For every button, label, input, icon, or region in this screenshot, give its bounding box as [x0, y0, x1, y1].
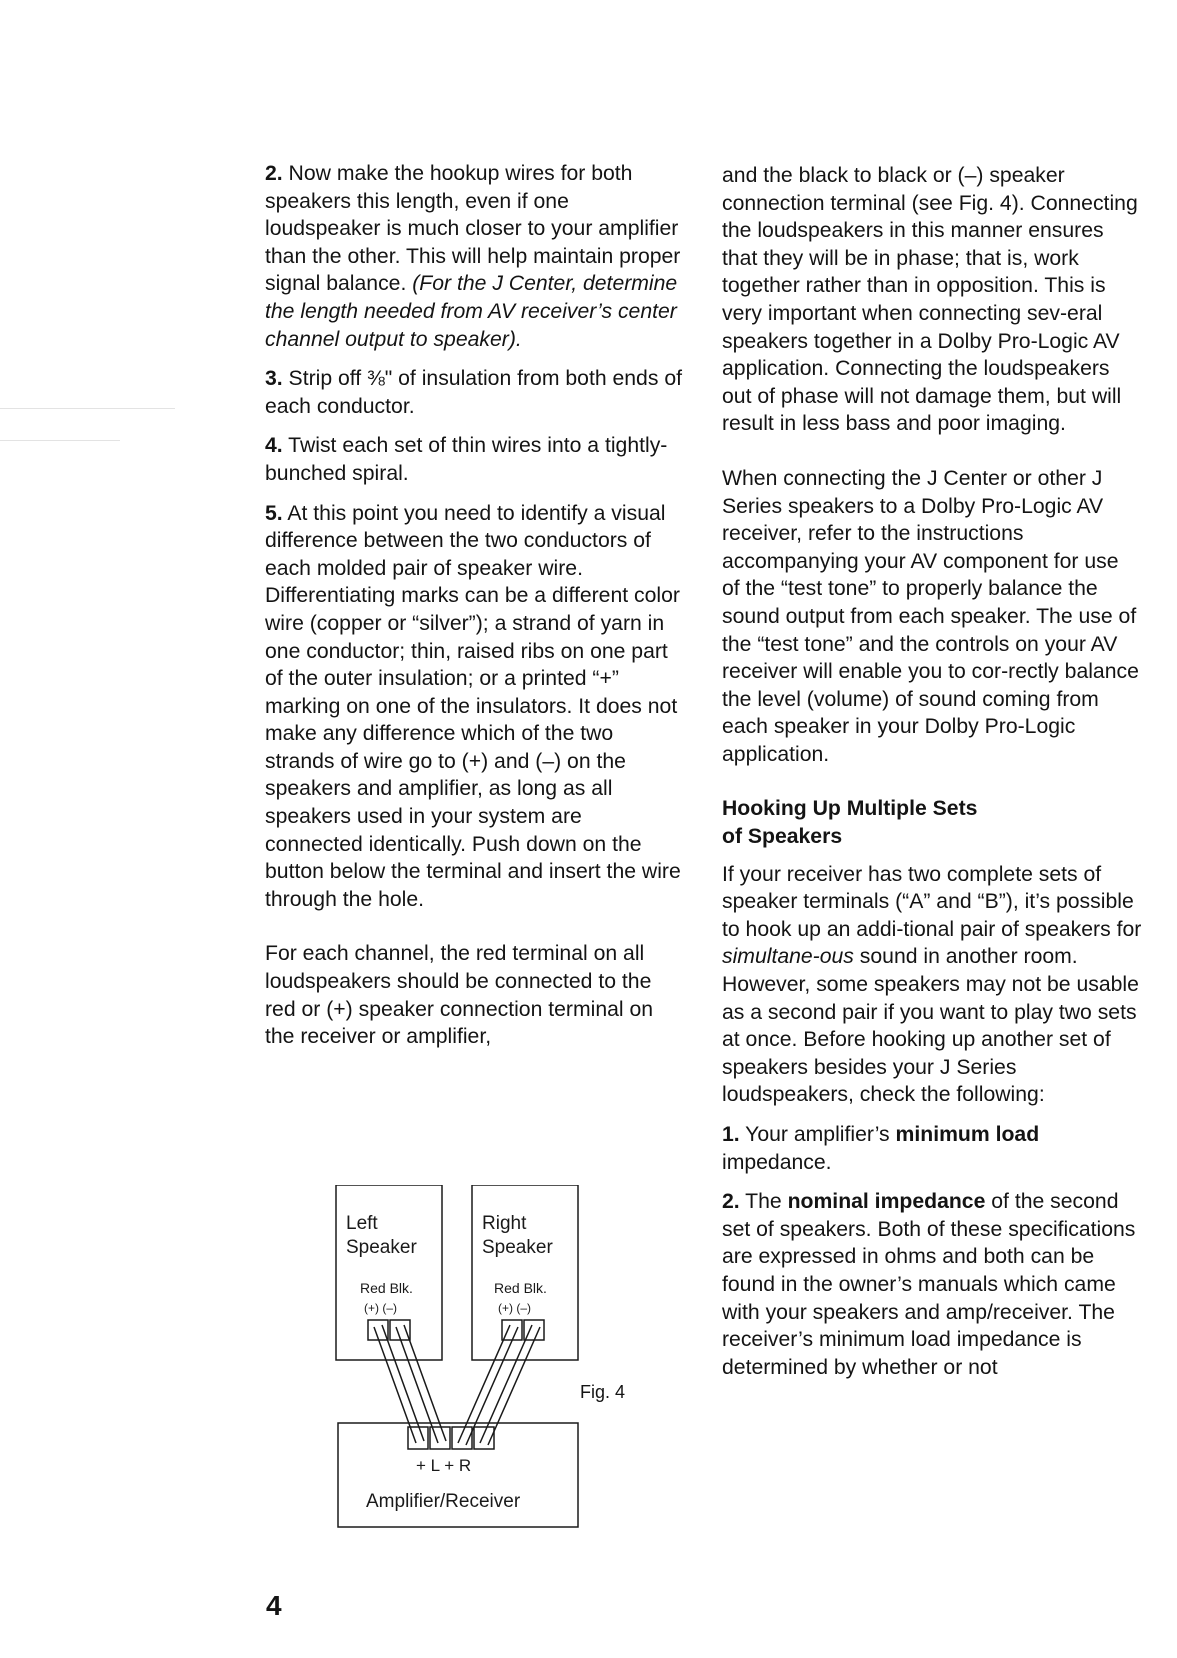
step-4 [265, 432, 685, 487]
step-2 [265, 160, 685, 353]
step-5 [265, 500, 685, 914]
right-speaker-label: Right [482, 1213, 527, 1234]
step-note: (For the J Center, determine the length needed from AV receiver’s center channel output to speaker). [265, 272, 678, 351]
step-number: 4. [265, 434, 283, 458]
check-item-2 [722, 1188, 1142, 1381]
terminal-color-label: Red Blk. [494, 1280, 547, 1296]
check-item-1 [722, 1121, 1142, 1176]
wiring-diagram [330, 1185, 620, 1535]
text: impedance. [722, 1150, 832, 1174]
terminal-polarity-label: (+) (–) [498, 1301, 531, 1315]
step-text: Strip off ⅜" of insulation from both ends of each conductor. [265, 367, 682, 418]
bold-term: nominal impedance [787, 1190, 986, 1214]
scan-speck [0, 440, 120, 441]
text: of the second set of speakers. Both of these specifications are expressed in ohms and both can be found in the owner’s manuals which came with your speakers and amp/receiver. The receiver’s minimum load impedance is determined by whether or not [722, 1190, 1136, 1379]
channel-paragraph: For each channel, the red terminal on all loudspeakers should be connected to the red or (+) speaker connection terminal on the receiver or amplifier, [265, 942, 654, 1049]
step-number: 5. [265, 501, 283, 525]
terminal-color-label: Red Blk. [360, 1280, 413, 1296]
emphasis: simultane-ous [722, 945, 854, 969]
item-number: 2. [722, 1190, 740, 1214]
heading-line: Hooking Up Multiple Sets [722, 797, 978, 821]
scan-speck [0, 408, 175, 409]
left-speaker-label: Speaker [346, 1237, 417, 1258]
step-number: 3. [265, 367, 283, 391]
bold-term: minimum load [895, 1123, 1040, 1146]
text: Your amplifier’s [739, 1123, 896, 1146]
step-text: At this point you need to identify a visual difference between the two conductors of each molded pair of speaker wire. Differentiating marks can be a different color wire (copper or “silver”); a strand of yarn in one conductor; thin, raised ribs on one part of the outer insulation; or a printed “+” marking on one of the insulators. It does not make any difference which of the two strands of wire go to (+) and (–) on the speakers and amplifier, as long as all speakers used in your system are connected identically. Push down on the button below the terminal and insert the wire through the hole. [265, 501, 681, 911]
right-speaker-box [472, 1185, 578, 1360]
phase-paragraph: and the black to black or (–) speaker connection terminal (see Fig. 4). Connecting the loudspeakers in this manner ensures that they will be in phase; that is, work together rather than in opposition. This is very important when connecting sev-eral speakers together in a Dolby Pro-Logic AV application. Connecting the loudspeakers out of phase will not damage them, but will result in less bass and poor imaging. [722, 164, 1138, 436]
section-heading [722, 795, 1142, 850]
amp-terminal-label: + L + R [416, 1456, 472, 1475]
item-number: 1. [722, 1123, 740, 1146]
left-column [265, 160, 685, 1051]
center-paragraph: When connecting the J Center or other J Series speakers to a Dolby Pro-Logic AV receiver, refer to the instructions accompanying your AV component for use of the “test tone” to properly balance the sound output from each speaker. The use of the “test tone” and the controls on your AV receiver will enable you to cor-rectly balance the level (volume) of sound coming from each speaker in your Dolby Pro-Logic application. [722, 466, 1139, 766]
right-speaker-label: Speaker [482, 1237, 553, 1258]
page-number: 4 [266, 1590, 282, 1621]
heading-line: of Speakers [722, 825, 843, 849]
step-text: Now make the hookup wires for both speakers this length, even if one loudspeaker is much closer to your amplifier than the other. This will help maintain proper signal balance. [265, 162, 681, 296]
figure-caption: Fig. 4 [580, 1382, 626, 1402]
step-text: Twist each set of thin wires into a tightly-bunched spiral. [265, 434, 668, 485]
step-3 [265, 365, 685, 420]
step-number: 2. [265, 162, 283, 185]
left-speaker-label: Left [346, 1213, 378, 1234]
multiple-sets-paragraph [722, 861, 1142, 1109]
terminal-polarity-label: (+) (–) [364, 1301, 397, 1315]
amp-label: Amplifier/Receiver [366, 1491, 521, 1512]
left-speaker-box [336, 1185, 442, 1360]
text: If your receiver has two complete sets of speaker terminals (“A” and “B”), it’s possible to hook up an addi-tional pair of speakers for [722, 862, 1142, 941]
right-column [722, 162, 1142, 1381]
text: The [739, 1190, 788, 1214]
text: sound in another room. However, some speakers may not be usable as a second pair if you want to play two sets at once. Before hooking up another set of speakers besides your J Series loudspeakers, check the following: [722, 945, 1139, 1107]
